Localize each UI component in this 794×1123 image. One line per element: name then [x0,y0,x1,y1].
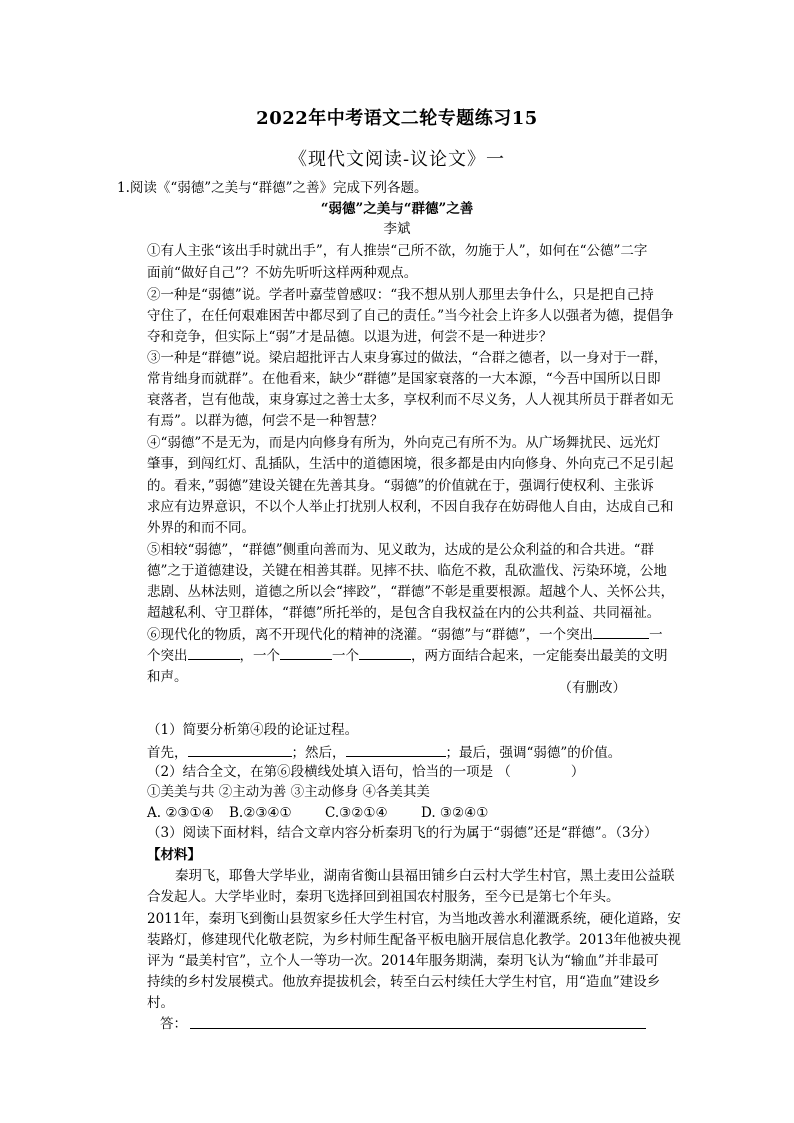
material-line: 合发起人。大学毕业时，秦玥飞选择回到祖国农村服务，至今已是第七个年头。 [147,889,620,905]
q2-option-c[interactable]: C.③②①④ [325,805,388,821]
q2-prompt-row [147,762,707,782]
answer-input-line[interactable] [190,1027,646,1029]
material-line: 村。 [147,995,174,1011]
article-line: 超越私利、守卫群体，“群德”所托举的，是包含自我权益在内的公共利益、共同福祉。 [147,605,661,621]
article-line-with-blank [147,624,707,645]
article-line: 常肯绌身而就群”。在他看来，缺少“群德”是国家衰落的一大本源，“今吾中国所以日即 [147,371,661,387]
q2-options [147,803,707,823]
article-line: ⑤相较“弱德”，“群德”侧重向善而为、见义敢为，达成的是公众利益的和合共进。“群 [147,542,655,558]
q2-items: ①美美与共 ②主动为善 ③主动修身 ④各美其美 [147,784,430,800]
fill-blank[interactable] [593,624,649,639]
edit-note: （有删改） [558,680,626,696]
article-line: 和声。 [147,669,188,685]
article-line-text: ，一个 [239,648,280,664]
article-line: 夺和竞争，但实际上“弱”才是品德。以退为进，何尝不是一种进步？ [147,329,553,345]
q2-option-a[interactable]: A. ②③①④ [147,805,214,821]
article-line: ①有人主张“该出手时就出手”，有人推崇“己所不欲，勿施于人”，如何在“公德”二字 [147,243,648,259]
material-line [147,866,707,886]
article-line-text: 一 [649,627,663,643]
material-line: 持续的乡村发展模式。他放弃提拔机会，转至白云村续任大学生村官，用“造血”建设乡 [147,974,661,990]
article-line: ④“弱德”不是无为，而是内向修身有所为，外向克己有所不为。从广场舞扰民、远光灯 [147,435,661,451]
fill-blank[interactable] [188,645,240,660]
article-line: ③一种是“群德”说。梁启超批评古人束身寡过的做法，“合群之德者，以一身对于一群， [147,350,668,366]
article-line: 外界的和而不同。 [147,520,255,536]
article-line: 悲剧、丛林法则，道德之所以会“摔跤”，“群德”不彰是重要根源。超越个人、关怀公共， [147,584,675,600]
fill-blank[interactable] [359,645,411,660]
q1-blank-2[interactable] [346,742,446,757]
article-line-text: ⑥现代化的物质，离不开现代化的精神的浇灌。“弱德”与“群德”，一个突出 [147,627,594,643]
q1-text: 首先， [147,745,188,761]
article-title: “弱德”之美与“群德”之善 [320,201,474,217]
article-line: 求应有边界意识，不以个人举止打扰别人权利，不因自我存在妨碍他人自由，达成自己和 [147,499,674,515]
page-subtitle: 《现代文阅读-议论文》一 [288,149,506,170]
q2-close: ） [570,764,585,780]
q1-prompt: （1）简要分析第④段的论证过程。 [147,722,359,738]
q1-blank-1[interactable] [188,742,292,757]
article-line: 衰落者，岂有他哉，束身寡过之善士太多，享权利而不尽义务，人人视其所员于群者如无 [147,392,674,408]
q2-option-b[interactable]: B.②③④① [229,805,292,821]
question-intro: 1.阅读《“弱德”之美与“群德”之善》完成下列各题。 [117,180,428,196]
article-line-text: ，两方面结合起来，一定能奏出最美的文明 [411,648,668,664]
article-line: 德”之于道德建设，关键在相善其群。见摔不扶、临危不救，乱砍滥伐、污染环境，公地 [147,563,667,579]
article-line-with-blanks [147,645,707,666]
q3-prompt: （3）阅读下面材料，结合文章内容分析秦玥飞的行为属于“弱德”还是“群德”。（3分） [147,825,658,841]
article-line: 有焉”。以群为德，何尝不是一种智慧？ [147,413,384,429]
material-line: 评为 “最美村官”，立个人一等功一次。2014年服务期满，秦玥飞认为“输血”并非最可 [147,953,659,969]
q1-answer-row [147,742,707,763]
article-author: 李斌 [383,221,411,237]
article-line-text: 一个 [332,648,359,664]
material-text: 秦玥飞，耶鲁大学毕业，湖南省衡山县福田铺乡白云村大学生村官，黑土麦田公益联 [175,868,675,884]
q1-text: ；最后，强调“弱德”的价值。 [445,745,622,761]
article-line: ②一种是“弱德”说。学者叶嘉莹曾感叹：“我不想从别人那里去争什么，只是把自己持 [147,287,654,303]
page-title: 2022年中考语文二轮专题练习15 [256,108,538,129]
answer-label: 答： [160,1016,187,1032]
material-label: 【材料】 [147,847,201,863]
q2-option-d[interactable]: D. ③②④① [421,805,489,821]
material-line: 2011年，秦玥飞到衡山县贺家乡任大学生村官，为当地改善水利灌溉系统，硬化道路，安 [147,911,681,927]
fill-blank[interactable] [280,645,332,660]
article-line: 肇事，到闯红灯、乱插队，生活中的道德困境，很多都是由内向修身、外向克己不足引起 [147,456,674,472]
material-line: 装路灯，修建现代化敬老院，为乡村师生配备平板电脑开展信息化教学。2013年他被央视 [147,932,681,948]
article-line-text: 个突出 [147,648,188,664]
q2-text: （2）结合全文，在第⑥段横线处填入语句，恰当的一项是 （ [147,764,511,780]
article-line: 的。看来，”弱德”建设关键在先善其身。“弱德”的价值就在于，强调行使权利、主张诉 [147,478,654,494]
q1-text: ；然后， [291,745,346,761]
article-line: 面前“做好自己”？不妨先听听这样两种观点。 [147,265,418,281]
article-line: 守住了，在任何艰难困苦中都尽到了自己的责任。”当今社会上许多人以强者为德，提倡争 [147,308,674,324]
